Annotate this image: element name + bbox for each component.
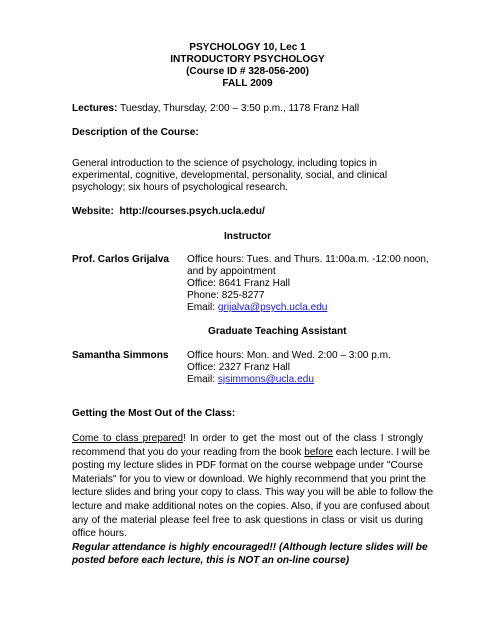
website-line [72,206,265,218]
instructor-email-link[interactable]: grijalva@psych.ucla.edu [217,302,328,313]
paragraph-line [72,446,430,460]
course-number: PSYCHOLOGY 10, Lec 1 [189,42,306,53]
paragraph-line: lecture and make additional notes on the copies. Also, if you are confused about [72,500,430,512]
paragraph-line: posting my lecture slides in PDF format on the course webpage under "Course [72,460,423,472]
instructor-heading: Instructor [223,231,272,242]
ta-email-line [187,374,314,386]
paragraph-text: ! In order to get the most out of the class I strongly [183,433,423,444]
come-prepared-text: Come to class prepared [72,433,184,444]
lectures-line [72,103,359,115]
paragraph-line: any of the material please feel free to ask questions in class or visit us during [72,514,423,526]
instructor-office: Office: 8641 Franz Hall [187,278,291,289]
ta-name: Samantha Simmons [72,350,169,361]
lectures-label: Lectures: [72,103,118,114]
instructor-email-label: Email: [187,302,218,313]
paragraph-line: lecture slides and bring your copy to class. This way you will be able to follow the [72,487,434,499]
instructor-appointment: and by appointment [187,266,276,277]
paragraph-line: Materials" for you to view or download. We highly recommend that you print the [72,473,427,485]
website-url[interactable]: http://courses.psych.ucla.edu/ [119,206,265,217]
instructor-email-line [187,302,327,314]
description-heading: Description of the Course: [72,127,199,138]
website-label: Website: [72,206,114,217]
attendance-note: posted before each lecture, this is NOT an on-line course) [72,555,350,567]
paragraph-text: recommend that you do your reading from the book [72,446,305,458]
lectures-value: Tuesday, Thursday, 2:00 – 3:50 p.m., 1178 Franz Hall [117,103,360,114]
description-line: experimental, cognitive, developmental, personality, social, and clinical [72,170,388,181]
attendance-note: Regular attendance is highly encouraged!! (Although lecture slides will be [72,541,428,553]
ta-email-label: Email: [187,374,218,385]
most-out-heading: Getting the Most Out of the Class: [72,408,236,419]
ta-email-link[interactable]: sjsimmons@ucla.edu [217,374,314,385]
paragraph-line [72,432,423,446]
instructor-phone: Phone: 825-8277 [187,290,265,301]
description-line: General introduction to the science of psychology, including topics in [72,158,378,169]
before-text: before [304,446,333,458]
paragraph-text: each lecture. I will be [332,446,430,458]
ta-office: Office: 2327 Franz Hall [187,362,291,373]
instructor-name: Prof. Carlos Grijalva [72,254,170,265]
course-title: INTRODUCTORY PSYCHOLOGY [170,54,325,65]
description-line: psychology; six hours of psychological research. [72,182,289,193]
ta-heading: Graduate Teaching Assistant [208,326,347,337]
course-id: (Course ID # 328-056-200) [186,66,309,77]
instructor-office-hours: Office hours: Tues. and Thurs. 11:00a.m. -12:00 noon, [187,254,429,265]
paragraph-line: office hours. [72,528,127,540]
ta-office-hours: Office hours: Mon. and Wed. 2:00 – 3:00 p.m. [187,350,391,361]
most-out-paragraph [72,432,434,568]
course-term: FALL 2009 [222,78,273,89]
